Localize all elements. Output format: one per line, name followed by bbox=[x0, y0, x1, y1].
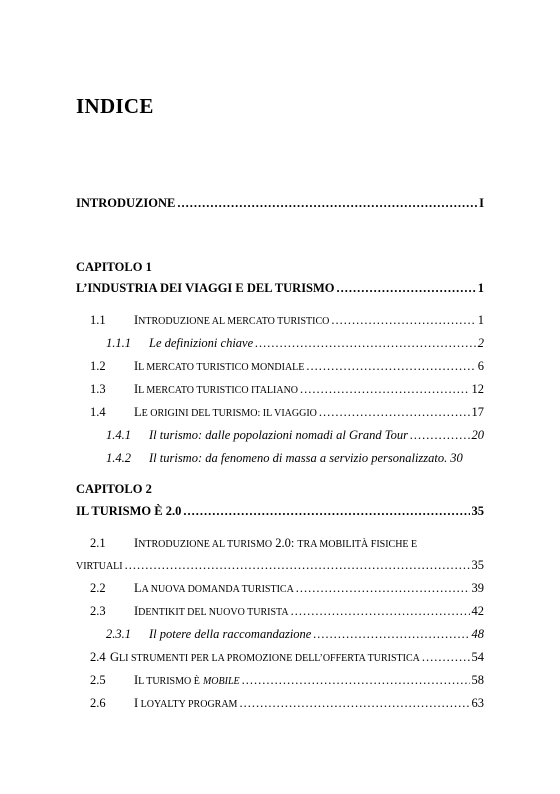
dot-leader bbox=[125, 557, 470, 573]
dot-leader bbox=[239, 695, 469, 711]
dot-leader bbox=[177, 195, 477, 211]
entry-title: IDENTIKIT DEL NUOVO TURISTA bbox=[134, 604, 289, 618]
entry-page: 20 bbox=[471, 428, 484, 442]
toc-entry-1-1-1[interactable] bbox=[106, 335, 484, 351]
entry-number: 1.4 bbox=[90, 405, 106, 419]
entry-page: 54 bbox=[471, 650, 484, 664]
entry-number: 1.4.1 bbox=[106, 428, 131, 442]
entry-page: 2 bbox=[477, 336, 484, 350]
dot-leader bbox=[422, 649, 470, 665]
entry-page: 39 bbox=[471, 581, 484, 595]
entry-page: 12 bbox=[471, 382, 484, 396]
dot-leader bbox=[296, 580, 470, 596]
entry-title: IL TURISMO È MOBILE bbox=[134, 673, 240, 687]
toc-entry-2-2[interactable] bbox=[90, 580, 484, 598]
entry-page: 42 bbox=[471, 604, 484, 618]
entry-title: Il potere della raccomandazione bbox=[149, 627, 312, 641]
entry-page: 63 bbox=[471, 696, 484, 710]
toc-entry-2-5[interactable] bbox=[90, 672, 484, 690]
toc-entry-2-3-1[interactable] bbox=[106, 626, 484, 642]
chapter-title: L’INDUSTRIA DEI VIAGGI E DEL TURISMO bbox=[76, 281, 335, 295]
toc-entry-1-3[interactable] bbox=[90, 381, 484, 399]
toc-entry-1-4[interactable] bbox=[90, 404, 484, 422]
chapter-page: 35 bbox=[471, 504, 484, 518]
entry-title: INTRODUZIONE AL TURISMO 2.0: TRA MOBILITÀ FISICHE E bbox=[134, 536, 418, 550]
dot-leader bbox=[331, 312, 475, 328]
entry-number: 1.2 bbox=[90, 359, 106, 373]
entry-number: 1.3 bbox=[90, 382, 106, 396]
entry-number: 2.3.1 bbox=[106, 627, 131, 641]
toc-entry-1-4-2[interactable] bbox=[106, 450, 484, 466]
entry-title: Il turismo: da fenomeno di massa a servizio personalizzato. bbox=[149, 451, 448, 465]
dot-leader bbox=[300, 381, 469, 397]
dot-leader bbox=[410, 427, 470, 443]
dot-leader bbox=[255, 335, 476, 351]
entry-title: LE ORIGINI DEL TURISMO: IL VIAGGIO bbox=[134, 405, 317, 419]
toc-entry-1-1[interactable] bbox=[90, 312, 484, 330]
entry-page: 30 bbox=[450, 451, 463, 465]
entry-number: 1.1 bbox=[90, 313, 106, 327]
chapter-title: IL TURISMO È 2.0 bbox=[76, 504, 182, 518]
dot-leader bbox=[183, 503, 469, 519]
entry-page: 48 bbox=[471, 627, 484, 641]
entry-page: 6 bbox=[477, 359, 484, 373]
dot-leader bbox=[242, 672, 470, 688]
entry-title: I LOYALTY PROGRAM bbox=[134, 696, 238, 710]
entry-number: 1.4.2 bbox=[106, 451, 131, 465]
entry-number: 1.1.1 bbox=[106, 336, 131, 350]
entry-number: 2.6 bbox=[90, 696, 106, 710]
entry-page: 1 bbox=[477, 313, 484, 327]
dot-leader bbox=[337, 280, 476, 296]
toc-entry-2-1-continuation[interactable] bbox=[76, 557, 484, 575]
dot-leader bbox=[291, 603, 470, 619]
entry-number: 2.5 bbox=[90, 673, 106, 687]
toc-chapter-1[interactable] bbox=[76, 280, 484, 296]
chapter-label: CAPITOLO 2 bbox=[76, 482, 152, 496]
entry-number: 2.2 bbox=[90, 581, 106, 595]
toc-entry-1-2[interactable] bbox=[90, 358, 484, 376]
entry-title: IL MERCATO TURISTICO MONDIALE bbox=[134, 359, 305, 373]
dot-leader bbox=[313, 626, 469, 642]
entry-title: Il turismo: dalle popolazioni nomadi al Grand Tour bbox=[149, 428, 408, 442]
chapter-page: 1 bbox=[477, 281, 484, 295]
entry-title: GLI STRUMENTI PER LA PROMOZIONE DELL’OFFERTA TURISTICA bbox=[110, 650, 420, 664]
toc-entry-2-1[interactable] bbox=[90, 535, 484, 553]
entry-page: 35 bbox=[471, 558, 484, 572]
entry-page: 17 bbox=[471, 405, 484, 419]
dot-leader bbox=[319, 404, 470, 420]
toc-entry-1-4-1[interactable] bbox=[106, 427, 484, 443]
toc-entry-page: I bbox=[479, 196, 484, 210]
entry-title: Le definizioni chiave bbox=[149, 336, 254, 350]
toc-entry-title: INTRODUZIONE bbox=[76, 196, 176, 210]
entry-title-continuation: VIRTUALI bbox=[76, 561, 123, 572]
toc-entry-introduzione[interactable] bbox=[76, 195, 484, 211]
entry-title: IL MERCATO TURISTICO ITALIANO bbox=[134, 382, 299, 396]
entry-number: 2.1 bbox=[90, 536, 106, 550]
entry-page: 58 bbox=[471, 673, 484, 687]
toc-entry-2-6[interactable] bbox=[90, 695, 484, 713]
page-title: INDICE bbox=[76, 94, 154, 118]
toc-entry-2-3[interactable] bbox=[90, 603, 484, 621]
entry-number: 2.4 bbox=[90, 650, 106, 664]
chapter-label: CAPITOLO 1 bbox=[76, 260, 152, 274]
entry-number: 2.3 bbox=[90, 604, 106, 618]
entry-title: LA NUOVA DOMANDA TURISTICA bbox=[134, 581, 294, 595]
dot-leader bbox=[306, 358, 475, 374]
entry-title: INTRODUZIONE AL MERCATO TURISTICO bbox=[134, 313, 330, 327]
toc-chapter-2[interactable] bbox=[76, 503, 484, 519]
toc-entry-2-4[interactable] bbox=[90, 649, 484, 667]
